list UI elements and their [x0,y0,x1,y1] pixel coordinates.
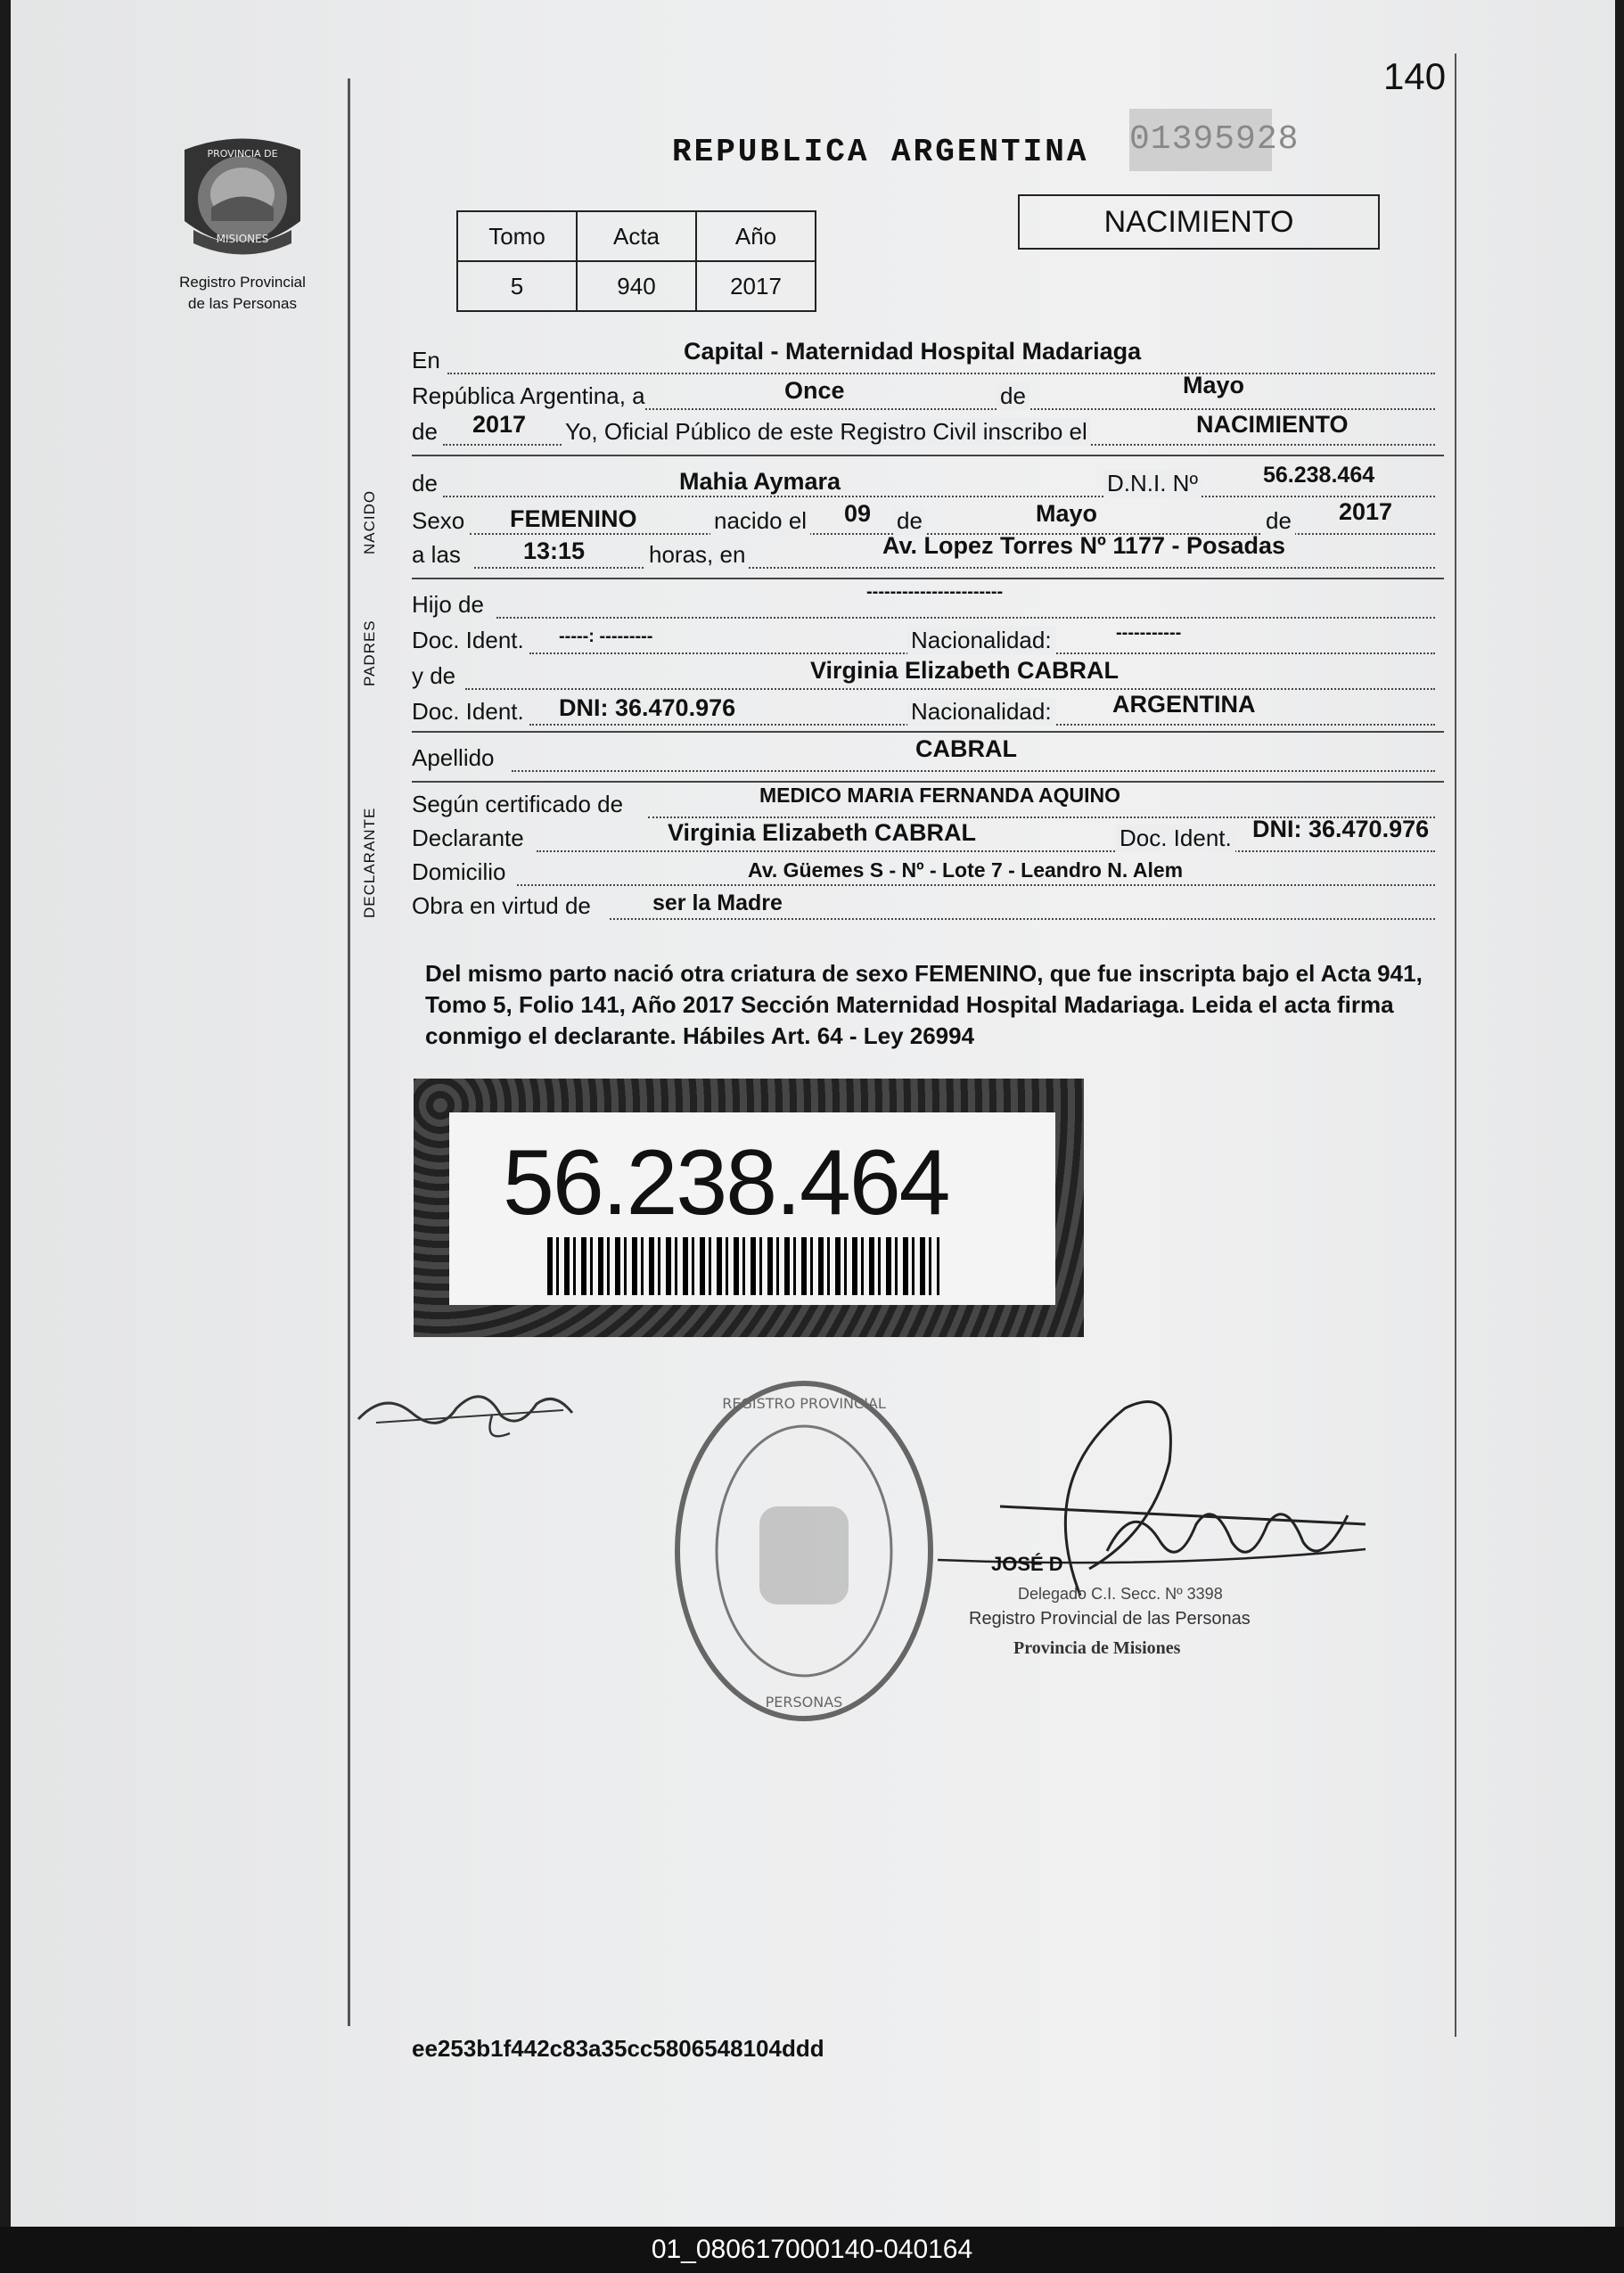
country-title: REPUBLICA ARGENTINA [672,134,1089,170]
a-las-label: a las [412,541,461,568]
declarante-signature-icon [349,1364,581,1444]
nacionalidad-label: Nacionalidad: [907,627,1055,654]
dotted-line [512,770,1435,772]
official-registry: Registro Provincial de las Personas [969,1609,1251,1629]
row-en [412,338,1444,376]
table-header-cell: Acta [577,211,696,261]
sexo-label: Sexo [412,507,465,534]
mother-value: Virginia Elizabeth CABRAL [810,657,1120,684]
sexo-value: FEMENINO [510,505,637,532]
row-republica [412,372,1444,412]
row-hora [412,532,1444,570]
father-nationality-value: ----------- [1116,623,1182,643]
month-value: Mayo [1183,372,1245,398]
page-number: 140 [1383,55,1447,97]
row-certificado [412,784,1444,820]
section-divider [412,578,1444,579]
day-value: Once [784,377,845,404]
table-cell: 5 [457,261,577,311]
coat-of-arms-icon [176,132,309,266]
horas-en-label: horas, en [645,541,749,569]
year-value: 2017 [472,411,527,438]
dotted-line [610,918,1435,920]
row-domicilio [412,852,1444,888]
official-province: Provincia de Misiones [1013,1638,1181,1658]
document-page [11,0,1615,2227]
en-label: En [412,347,440,373]
row-hijo-de [412,582,1444,620]
father-value: ----------------------- [866,582,1004,602]
nacido-el-label: nacido el [710,507,810,535]
row-apellido [412,735,1444,774]
row-madre-doc [412,692,1444,727]
dni-label: D.N.I. Nº [1103,470,1202,497]
official-title: Delegado C.I. Secc. Nº 3398 [1018,1585,1223,1603]
de2-label: de [412,418,438,445]
child-dni-value: 56.238.464 [1263,463,1375,488]
row-padre-doc [412,620,1444,656]
doc-ident-label-3: Doc. Ident. [1116,825,1235,852]
padres-side-label: PADRES [361,620,378,686]
apellido-label: Apellido [412,744,495,771]
barcode-icon [547,1237,939,1295]
misiones-logo [176,132,309,313]
inscribo-value: NACIMIENTO [1196,411,1349,438]
dotted-line [443,496,1435,497]
de-label-3: de [1262,507,1295,535]
serial-number: 01395928 [1129,109,1272,171]
table-header-cell: Tomo [457,211,577,261]
declarante-doc-value: DNI: 36.470.976 [1252,816,1430,842]
row-nacido-nombre [412,464,1444,499]
dotted-line [496,617,1435,619]
hijo-de-label: Hijo de [412,591,484,618]
declarante-value: Virginia Elizabeth CABRAL [668,819,977,846]
sticker-number: 56.238.464 [503,1131,949,1235]
document-type-box: NACIMIENTO [1018,194,1380,250]
birth-place-value: Av. Lopez Torres Nº 1177 - Posadas [882,532,1286,559]
obra-value: ser la Madre [652,890,783,915]
child-name-value: Mahia Aymara [679,468,841,495]
table-cell: 940 [577,261,696,311]
svg-text:PERSONAS: PERSONAS [765,1694,843,1711]
y-de-label: y de [412,662,456,689]
registry-table [456,210,816,312]
domicilio-value: Av. Güemes S - Nº - Lote 7 - Leandro N. Alem [748,858,1184,882]
declarante-label: Declarante [412,825,524,851]
logo-bottom-text: MISIONES [216,233,269,245]
de-label: de [412,470,438,496]
dotted-line [465,688,1435,690]
doc-ident-label: Doc. Ident. [412,627,524,653]
dotted-line [645,408,1435,410]
doc-ident-label-2: Doc. Ident. [412,698,524,725]
mother-doc-value: DNI: 36.470.976 [559,694,736,721]
father-doc-value: -----: --------- [559,627,653,646]
de-label: de [997,382,1029,410]
dotted-line [447,373,1435,374]
registry-table-row [457,261,816,311]
sticker-card [449,1112,1055,1305]
left-margin-line [348,78,350,2026]
logo-top-text: PROVINCIA DE [207,148,278,160]
nacionalidad-label-2: Nacionalidad: [907,698,1055,726]
de-label-2: de [893,507,926,535]
row-obra [412,886,1444,922]
certificado-label: Según certificado de [412,791,624,817]
row-year [412,412,1444,447]
domicilio-label: Domicilio [412,858,506,885]
row-sexo [412,498,1444,537]
apellido-value: CABRAL [915,735,1017,762]
section-divider [412,731,1444,733]
obra-label: Obra en virtud de [412,892,591,919]
mother-nationality-value: ARGENTINA [1112,691,1256,718]
place-value: Capital - Maternidad Hospital Madariaga [684,338,1142,365]
hora-value: 13:15 [523,537,586,564]
republica-label: República Argentina, a [412,382,645,409]
birth-month-value: Mayo [1036,500,1098,527]
certificado-value: MEDICO MARIA FERNANDA AQUINO [759,784,1121,807]
section-divider [412,781,1444,783]
declarante-side-label: DECLARANTE [361,807,378,918]
official-name: JOSÉ D [991,1553,1063,1575]
row-y-de [412,656,1444,692]
id-number-sticker [414,1079,1084,1337]
birth-year-value: 2017 [1339,498,1393,525]
logo-caption-line1: Registro Provincial [179,274,306,291]
filename-bar: 01_080617000140-040164 [0,2227,1624,2273]
svg-text:REGISTRO PROVINCIAL: REGISTRO PROVINCIAL [722,1395,886,1412]
right-margin-line [1455,53,1456,2037]
table-cell: 2017 [696,261,816,311]
nacido-side-label: NACIDO [361,489,378,554]
yo-label: Yo, Oficial Público de este Registro Civil inscribo el [562,418,1091,446]
logo-caption-line2: de las Personas [188,295,297,312]
row-declarante [412,818,1444,854]
table-header-cell: Año [696,211,816,261]
registry-table-header [457,211,816,261]
additional-note: Del mismo parto nació otra criatura de sexo FEMENINO, que fue inscripta bajo el Acta 941, Tomo 5, Folio 141, Año 2017 Sección Maternidad Hospital Madariaga. Leida el acta firma conmigo el declarante. Hábiles Art. 64 - Ley 26994 [425,960,1423,1049]
section-divider [412,455,1444,456]
birth-day-value: 09 [844,500,872,527]
document-hash: ee253b1f442c83a35cc5806548104ddd [412,2035,824,2062]
dotted-line [474,567,1435,569]
